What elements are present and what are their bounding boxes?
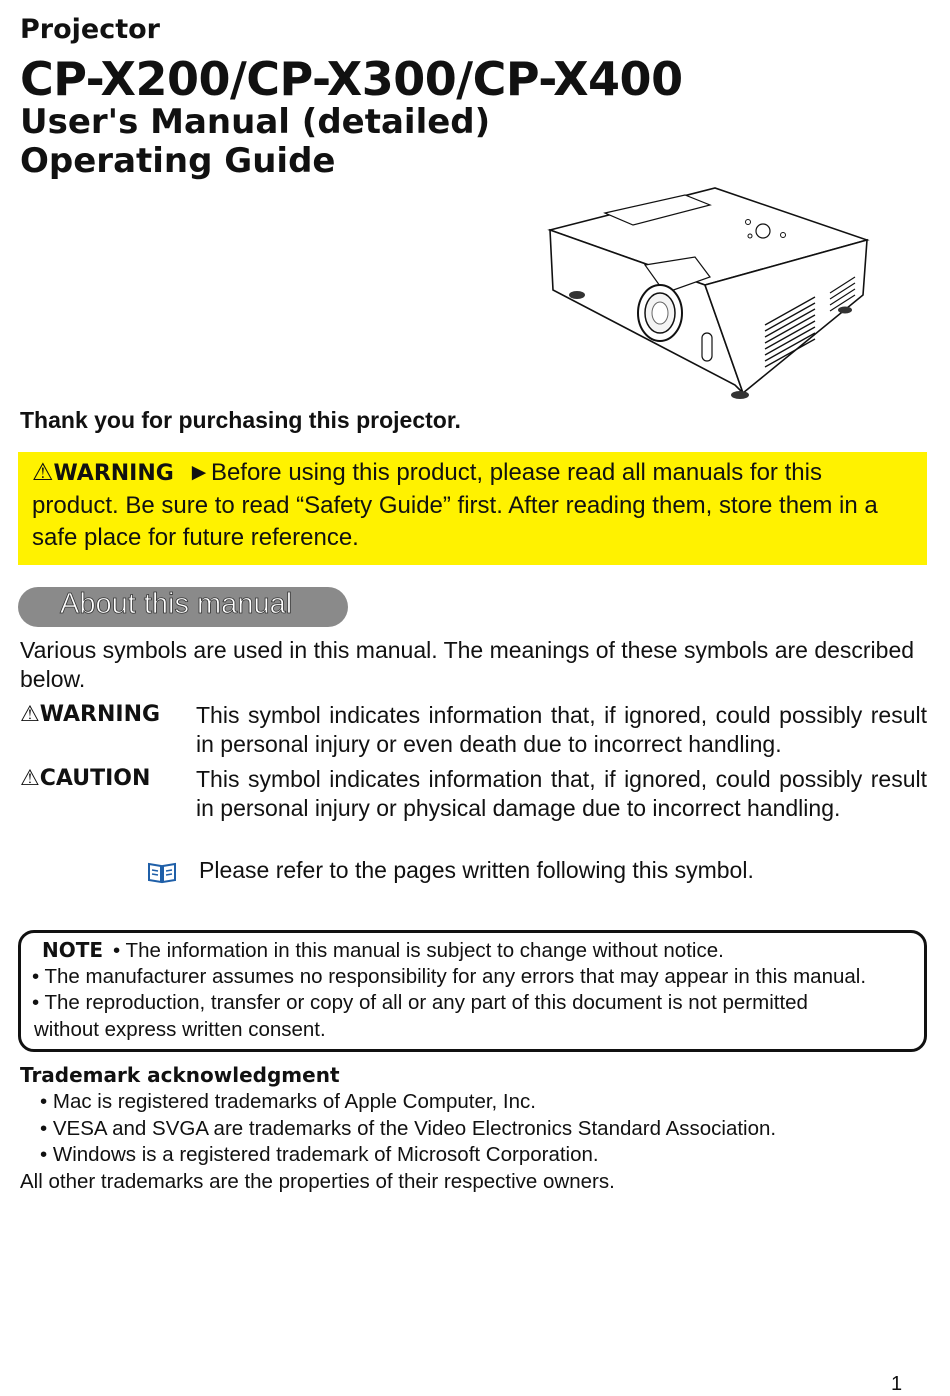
trademark-item: • VESA and SVGA are trademarks of the Video Electronics Standard Association. — [40, 1117, 777, 1140]
warning-box — [18, 452, 927, 565]
warning-text: Before using this product, please read all manuals for this product. Be sure to read “Safety Guide” first. After reading them, store them in a safe place for future reference. — [32, 459, 878, 551]
manual-subtitle: Operating Guide — [20, 141, 336, 181]
section-title: About this manual — [60, 588, 293, 620]
intro-text: Various symbols are used in this manual. The meanings of these symbols are described below. — [20, 637, 915, 692]
warning-symbol-label: ⚠WARNING — [20, 702, 161, 727]
note-line: • The manufacturer assumes no responsibility for any errors that may appear in this manual. — [32, 965, 867, 988]
caution-symbol-label: ⚠CAUTION — [20, 766, 151, 791]
product-category: Projector — [20, 14, 160, 45]
warning-icon: ⚠ — [20, 702, 40, 727]
trademark-heading: Trademark acknowledgment — [20, 1063, 340, 1087]
note-line: without express written consent. — [34, 1018, 326, 1041]
trademark-footer: All other trademarks are the properties of their respective owners. — [20, 1170, 615, 1193]
page-number: 1 — [891, 1373, 903, 1395]
reference-symbol-desc: Please refer to the pages written following this symbol. — [199, 857, 754, 883]
projector-illustration — [545, 185, 870, 405]
warning-symbol-desc: This symbol indicates information that, if ignored, could possibly result in personal injury or even death due to incorrect handling. — [196, 702, 927, 757]
warning-icon: ⚠ — [32, 459, 54, 486]
note-line: NOTE • The information in this manual is subject to change without notice. — [42, 938, 724, 962]
caution-symbol-desc: This symbol indicates information that, if ignored, could possibly result in personal injury or physical damage due to incorrect handling. — [196, 766, 927, 821]
caution-icon: ⚠ — [20, 766, 40, 791]
note-label: NOTE — [42, 938, 104, 962]
thank-you-text: Thank you for purchasing this projector. — [20, 407, 461, 433]
trademark-item: • Mac is registered trademarks of Apple Computer, Inc. — [40, 1090, 536, 1113]
warning-label: WARNING — [53, 461, 174, 486]
note-line: • The reproduction, transfer or copy of all or any part of this document is not permitted — [32, 991, 808, 1014]
manual-title: User's Manual (detailed) — [20, 102, 491, 142]
trademark-item: • Windows is a registered trademark of Microsoft Corporation. — [40, 1143, 599, 1166]
arrow-icon: ► — [187, 459, 211, 486]
book-icon — [147, 860, 177, 884]
model-names: CP-X200/CP-X300/CP-X400 — [20, 52, 683, 106]
